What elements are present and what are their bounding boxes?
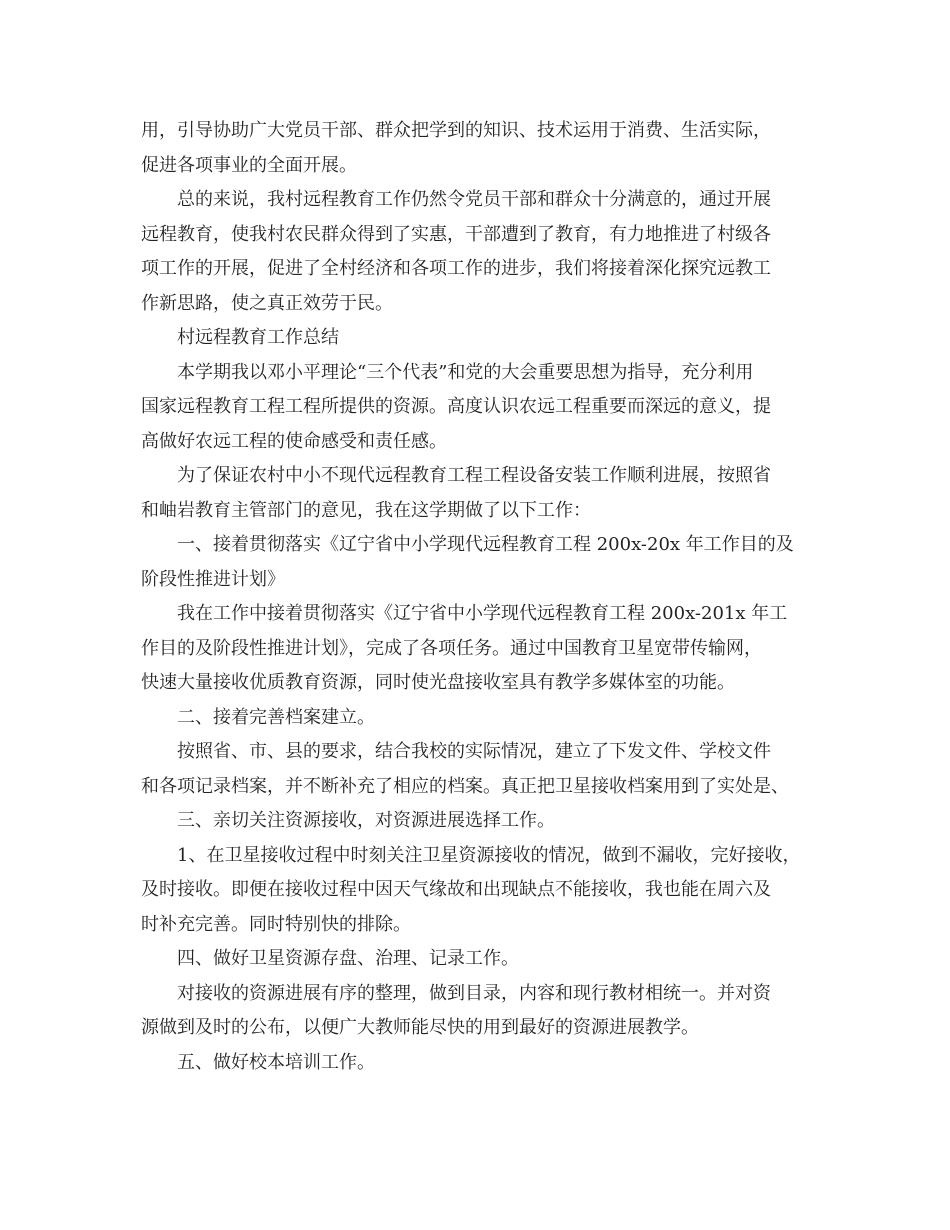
text-line: 促进各项事业的全面开展。 [141,154,357,176]
text-line: 时补充完善。同时特别快的排除。 [141,913,411,935]
text-line: 1、在卫星接收过程中时刻关注卫星资源接收的情况，做到不漏收，完好接收， [177,844,801,866]
text-line: 三、亲切关注资源接收，对资源进展选择工作。 [177,810,555,831]
text-line: 为了保证农村中小不现代远程教育工程工程设备安装工作顺利进展，按照省 [177,465,771,486]
text-line: 一、接着贯彻落实《辽宁省中小学现代远程教育工程 200x-20x 年工作目的及 [177,534,794,555]
text-line: 作新思路，使之真正效劳于民。 [141,292,393,314]
text-line: 作目的及阶段性推进计划》，完成了各项任务。通过中国教育卫星宽带传输网， [141,637,762,659]
text-line: 二、接着完善档案建立。 [177,706,375,728]
text-line: 国家远程教育工程工程所提供的资源。高度认识农远工程重要而深远的意义，提 [141,396,771,417]
text-line: 和岫岩教育主管部门的意见，我在这学期做了以下工作： [141,499,591,521]
text-line: 源做到及时的公布，以便广大教师能尽快的用到最好的资源进展教学。 [141,1017,699,1038]
text-line: 五、做好校本培训工作。 [177,1051,375,1073]
text-line: 和各项记录档案，并不断补充了相应的档案。真正把卫星接收档案用到了实处是、 [141,775,789,797]
document-body [141,114,821,1080]
text-line: 总的来说，我村远程教育工作仍然令党员干部和群众十分满意的，通过开展 [177,189,771,210]
text-line: 阶段性推进计划》 [141,568,285,590]
text-line: 我在工作中接着贯彻落实《辽宁省中小学现代远程教育工程 200x-201x 年工 [177,603,788,624]
text-line: 及时接收。即便在接收过程中因天气缘故和出现缺点不能接收，我也能在周六及 [141,879,771,900]
text-line: 对接收的资源进展有序的整理，做到目录，内容和现行教材相统一。并对资 [177,982,771,1004]
text-line: 按照省、市、县的要求，结合我校的实际情况，建立了下发文件、学校文件 [177,741,771,762]
text-line: 村远程教育工作总结 [177,327,339,348]
text-line: 本学期我以邓小平理论“三个代表”和党的大会重要思想为指导，充分利用 [177,361,754,383]
text-line: 项工作的开展，促进了全村经济和各项工作的进步，我们将接着深化探究远教工 [141,258,771,279]
text-line: 高做好农远工程的使命感受和责任感。 [141,430,447,452]
text-line: 四、做好卫星资源存盘、治理、记录工作。 [177,948,519,969]
text-line: 远程教育，使我村农民群众得到了实惠，干部遭到了教育，有力地推进了村级各 [141,223,771,245]
text-line: 快速大量接收优质教育资源，同时使光盘接收室具有教学多媒体室的功能。 [141,672,735,693]
text-line: 用，引导协助广大党员干部、群众把学到的知识、技术运用于消费、生活实际， [141,120,771,141]
